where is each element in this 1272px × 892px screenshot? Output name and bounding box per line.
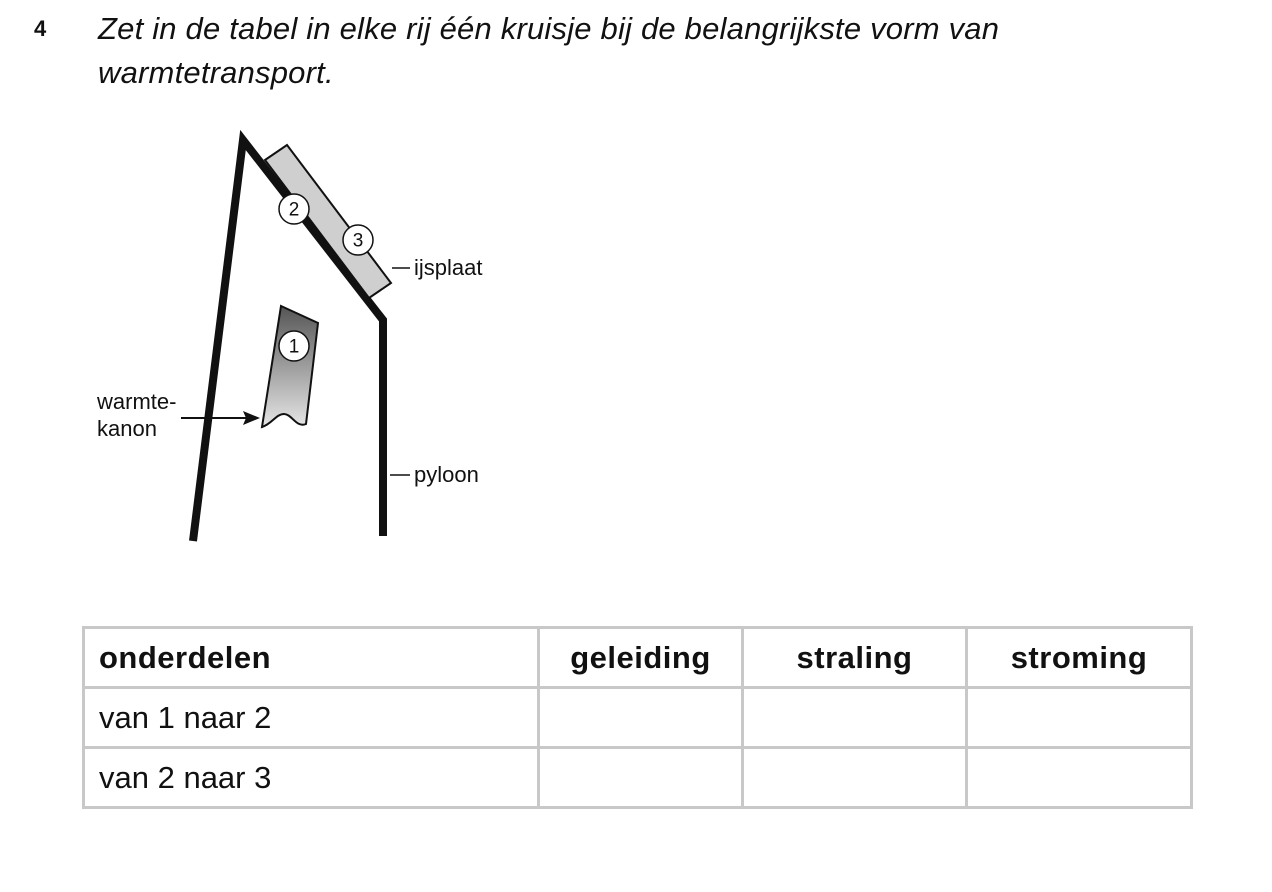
- marker-3-label: 3: [352, 230, 364, 252]
- ice-plate: [265, 145, 391, 298]
- heat-cannon: [262, 306, 318, 427]
- marker-1-label: 1: [288, 336, 300, 358]
- marker-2-label: 2: [288, 199, 300, 221]
- question-number: 4: [34, 16, 47, 41]
- answer-cell-geleiding[interactable]: [539, 688, 743, 748]
- marker-1: [279, 331, 309, 361]
- header-geleiding: geleiding: [539, 628, 743, 688]
- header-onderdelen: onderdelen: [84, 628, 539, 688]
- label-pyloon: pyloon: [414, 462, 479, 487]
- answer-cell-straling[interactable]: [743, 688, 967, 748]
- answer-table: [82, 626, 1193, 809]
- header-stroming: stroming: [967, 628, 1192, 688]
- answer-cell-straling[interactable]: [743, 748, 967, 808]
- table-header-row: [84, 628, 1192, 688]
- label-ijsplaat: ijsplaat: [414, 255, 483, 280]
- row-label: van 1 naar 2: [84, 688, 539, 748]
- label-warmtekanon-2: kanon: [97, 416, 157, 441]
- question-text: Zet in de tabel in elke rij één kruisje bij de belangrijkste vorm van warmtetransport.: [98, 11, 1000, 90]
- marker-3: [343, 225, 373, 255]
- answer-cell-stroming[interactable]: [967, 748, 1192, 808]
- answer-cell-geleiding[interactable]: [539, 748, 743, 808]
- table-row: [84, 688, 1192, 748]
- marker-2: [279, 194, 309, 224]
- header-straling: straling: [743, 628, 967, 688]
- label-warmtekanon-1: warmte-: [97, 389, 177, 414]
- row-label: van 2 naar 3: [84, 748, 539, 808]
- table-row: [84, 748, 1192, 808]
- answer-cell-stroming[interactable]: [967, 688, 1192, 748]
